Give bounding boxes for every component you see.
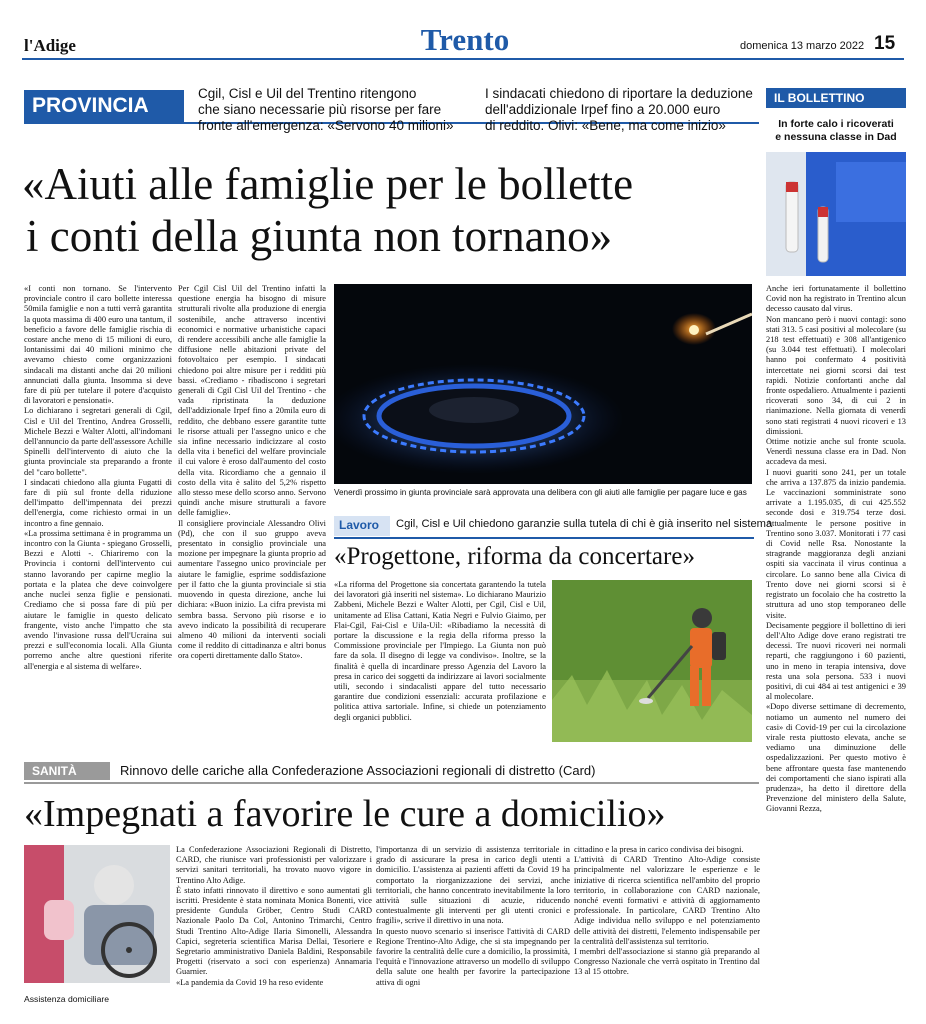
masthead-rule — [22, 58, 904, 60]
provincia-headline-line1: «Aiuti alle famiglie per le bollette — [22, 159, 634, 209]
sanita-label: SANITÀ — [24, 762, 110, 780]
home-care-caption: Assistenza domiciliare — [24, 994, 110, 1004]
sanita-deck: Rinnovo delle cariche alla Confederazione Associazioni regionali di distretto (Card) — [120, 763, 596, 778]
lavoro-label: Lavoro — [339, 518, 380, 532]
forestry-worker-photo — [552, 580, 752, 742]
provincia-body-col1: «I conti non tornano. Se l'intervento provinciale contro il caro bollette interessa 50mila famiglie e non a tutti verrà garantita la quota massima di 400 euro una tantum, il beneficio a favore delle famiglie rischia di costare anche meno di 15 milioni di euro, lontanissimi dai 40 milioni minimo che avevamo chiesto come organizzazioni sindacali ma distanti anche dai 20 milioni annunciati dalla giunta. Insomma si deve fare di più per tutelare il potere d'acquisto di lavoratori e pensionati». Lo dichiarano i segretari generali di Cgil, Cisl e Uil del Trentino, Andrea Grosselli, Michele Bezzi e Walter Alotti, all'indomani dell'annuncio da parte dell'assessore Achille Spinelli dell'intervento di aiuto che la giunta provinciale sta preparando a fronte del "caro bollette". I sindacati chiedono alla giunta Fugatti di fare di più sul fronte della riduzione dell'impatto dell'impennata dei prezzi dell'energia, come richiesto ormai in un incontro a fine gennaio. «La prossima settimana è in programma un incontro con la Giunta - spiegano Grosselli, Bezzi e Alotti -. Chiariremo con la Provincia i contorni dell'intervento cui stanno lavorando per capirne meglio la portata e la platea che deve coinvolgere anche nuclei senza figlie e pensionati. Crediamo che si possa fare di più per aiutare le famiglie in questo delicato frangente, visto anche l'impatto che sta avendo l'invasione russa dell'Ucraina sui prezzi e sull'economia locali. Alla Giunta porremo anche altre questioni riferite all'energia e al sistema di welfare». — [24, 284, 172, 671]
provincia-deck-left: Cgil, Cisl e Uil del Trentino ritengono che siano necessarie più risorse per fare fronte all'emergenza: «Servono 40 milioni» — [198, 86, 454, 133]
gas-stove-photo — [334, 284, 752, 484]
bollettino-subhead: In forte calo i ricoverati e nessuna classe in Dad — [775, 118, 897, 143]
provincia-headline-line2: i conti della giunta non tornano» — [26, 211, 613, 261]
provincia-label: PROVINCIA — [24, 90, 184, 122]
section-title: Trento — [420, 22, 510, 57]
lavoro-deck: Cgil, Cisl e Uil chiedono garanzie sulla tutela di chi è già inserito nel sistema — [396, 518, 773, 530]
sanita-body-col3: cittadino e la presa in carico condivisa dei bisogni. L'attività di CARD Trentino Alto-Adige consiste principalmente nel valorizzare le esperienze e le iniziative di ricerca scientifica nell'ambito del proprio territorio, in collaborazione con CARD nazionale, nonché eventi formativi e attività di aggiornamento professionale. In particolare, CARD Trentino Alto Adige individua nello sviluppo e nel potenziamento delle attività dei distretti, l'elemento indispensabile per la centralità dell'assistenza sul territorio. I membri dell'associazione si stanno già preparando al Congresso Nazionale che verrà ospitato in Trentino dal 13 al 15 ottobre. — [574, 845, 760, 977]
sanita-headline: «Impegnati a favorire le cure a domicilio» — [24, 793, 666, 835]
provincia-deck-right: I sindacati chiedono di riportare la deduzione dell'addizionale Irpef fino a 20.000 euro di reddito. Olivi: «Bene, ma come inizio» — [485, 86, 753, 133]
lavoro-headline: «Progettone, riforma da concertare» — [334, 543, 695, 570]
provincia-body-col2: Per Cgil Cisl Uil del Trentino infatti la questione energia ha bisogno di misure strutturali rivolte alla produzione di energia sostenibile, anche attraverso incentivi economici e normative urbanistiche capaci di rendere accessibili anche alle famiglie la diffusione nelle abitazioni private del fotovoltaico per esempio. I sindacati chiedono poi altre misure per i redditi più bassi. «Crediamo - ribadiscono i segretari generali di Cgil Cisl Uil del Trentino - che vada ripristinata la deduzione dell'addizionale Irpef fino a 20mila euro di reddito, che debbano essere garantite tutte le risorse attuali per l'assegno unico e che sia infine necessario indicizzare al costo della vita i benefici del welfare provinciale il cui valore è eroso dall'aumento del costo della vita. Ricordiamo che a gennaio il costo della vita è salito del 5,2% rispetto allo stesso mese dello scorso anno. Servono quindi anche misure strutturali a favore delle famiglie». Il consigliere provinciale Alessandro Olivi (Pd), che con il suo gruppo aveva presentato in consiglio provinciale una mozione per impegnare la giunta proprio ad aumentare l'assegno unico provinciale per aiutare le famiglie, esprime soddisfazione per il fatto che la giunta provinciale si stia muovendo in questa direzione, anche lui dichiara: «Buon inizio. La cifra prevista mi sembra bassa. Servono più risorse e io avevo indicato la possibilità di recuperare almeno 40 milioni da interventi sociali come il reddito di cittadinanza e altri bonus ora coperti direttamente dallo Stato». — [178, 284, 326, 661]
sanita-body-col2: l'importanza di un servizio di assistenza territoriale in grado di assicurare la presa in carico degli utenti a domicilio. L'assistenza ai pazienti affetti da Covid 19 ha comportato la riorganizzazione dei servizi, anche territoriali, che hanno concentrato inevitabilmente la loro attività sulle situazioni di acuzie, riducendo contestualmente gli interventi per gli utenti cronici e fragili», scrive il direttivo in una nota. In questo nuovo scenario si inserisce l'attività di CARD Regione Trentino-Alto Adige, che si sta impegnando per favorire la centralità delle cure a domicilio, la prossimità, l'equità e l'innovazione attraverso un modello di sviluppo della salute one health per favorire la partecipazione attiva di ogni — [376, 845, 570, 987]
covid-test-photo — [766, 152, 906, 276]
sanita-rule — [24, 782, 759, 784]
bollettino-body: Anche ieri fortunatamente il bollettino Covid non ha registrato in Trentino alcun decesso causato dal virus. Non mancano però i nuovi contagi: sono stati 313. 5 casi positivi al molecolare (su 218 test effettuati) e 308 all'antigenico (su 3.044 test effettuati). I molecolari hanno poi confermato 4 positività intercettate nei giorni scorsi dai test rapidi. Notizie confortanti anche dal fronte ospedaliero. Attualmente i pazienti ricoverati sono 34, di cui 2 in rianimazione. Nella giornata di venerdì sono stati registrati 4 nuovi ricoveri e 13 dimissioni. Ottime notizie anche sul fronte scuola. Venerdì nessuna classe era in Dad. Non accadeva da mesi. I nuovi guariti sono 241, per un totale che arriva a 137.875 da inizio pandemia. Le vaccinazioni somministrate sono arrivate a 1.195.035, di cui 425.552 seconde dosi e 319.754 terze dosi. Attualmente le persone positive in Trentino sono 3.037. Monitorati i 77 casi di Covid nelle Rsa. Nonostante la stragrande maggioranza degli anziani ospiti sia vaccinata il virus continua a circolare. Lo sanno bene alla Civica di Trento dove nei giorni scorsi si è registrato un focolaio che ha costretto la struttura ad uno stop temporaneo delle visite. Decisamente peggiore il bollettino di ieri dell'Alto Adige dove erano registrati tre decessi. Tre nuovi ricoveri nei normali reparti, che raggiungono i 60 pazienti, uno in meno in terapia intensiva, dove resta una sola persona. 533 i nuovi positivi, di cui 484 ai test antigenici e 39 al molecolare. «Dopo diverse settimane di decremento, notiamo un aumento nel numero dei casi» di Covid-19 per cui la circolazione virale resta piuttosto elevata, anche se vediamo una diminuzione delle ospedalizzazioni. Per questo motivo è bene affrontare questa fase mantenendo dei comportamenti che siano ispirati alla prudenza», ha detto il direttore della Prevenzione del ministero della Salute, Giovanni Rezza, — [766, 284, 906, 814]
lavoro-rule — [334, 537, 754, 539]
sanita-body-col1: La Confederazione Associazioni Regionali di Distretto, CARD, che riunisce vari professionisti per valorizzare i servizi sanitari territoriali, ha trovato nuovo vigore in Trentino Alto Adige. È stato infatti rinnovato il direttivo e sono aumentati gli iscritti. Presidente è stata nominata Monica Bonenti, vice presidente Gundula Gröber, Centro Studi CARD Nazionale Paolo Da Col, Antonino Trimarchi, Centro Studi Trentino Alto-Adige Ilaria Simonelli, Alessandra Capici, segreteria scientifica Marisa Dellai, Tesoriere e Segretario amministrativo Daniela Baldini, Responsabile Progetti (riservato a soci con esperienza) Annamaria Guarnier. «La pandemia da Covid 19 ha reso evidente — [176, 845, 372, 987]
gas-photo-caption: Venerdì prossimo in giunta provinciale sarà approvata una delibera con gli aiuti alle famiglie per pagare luce e gas — [334, 488, 747, 497]
issue-date: domenica 13 marzo 2022 — [740, 40, 865, 52]
page-number: 15 — [874, 33, 896, 54]
home-care-photo — [24, 845, 170, 983]
bollettino-label: IL BOLLETTINO — [766, 88, 906, 108]
paper-logo: l'Adige — [24, 36, 76, 55]
lavoro-body: «La riforma del Progettone sia concertata garantendo la tutela dei lavoratori già inseriti nel sistema». Lo dichiarano Maurizio Zabbeni, Michele Bezzi e Walter Alotti, per Cgil, Cisl e Uil, unitamente ad Elisa Cattani, Katia Negri e Fulvio Giaimo, per Flai-Cgil, Fai-Cisl e Uila-Uil: «Ribadiamo la necessità di portare la discussione e la regia della riforma presso la Commissione provinciale per l'Impiego. La Giunta non può fare da sola. Il disegno di legge va condiviso». Inoltre, se la finalità è quella di incardinare presso Agenzia del Lavoro la presa in carico dei soggetti da indirizzare ai lavori socialmente utili, secondo i sindacalisti appare del tutto necessario garantire due condizioni essenziali: accurata profilazione e politica attiva sartoriale. Infine, si chiede un potenziamento degli organici pubblici. — [334, 580, 546, 722]
